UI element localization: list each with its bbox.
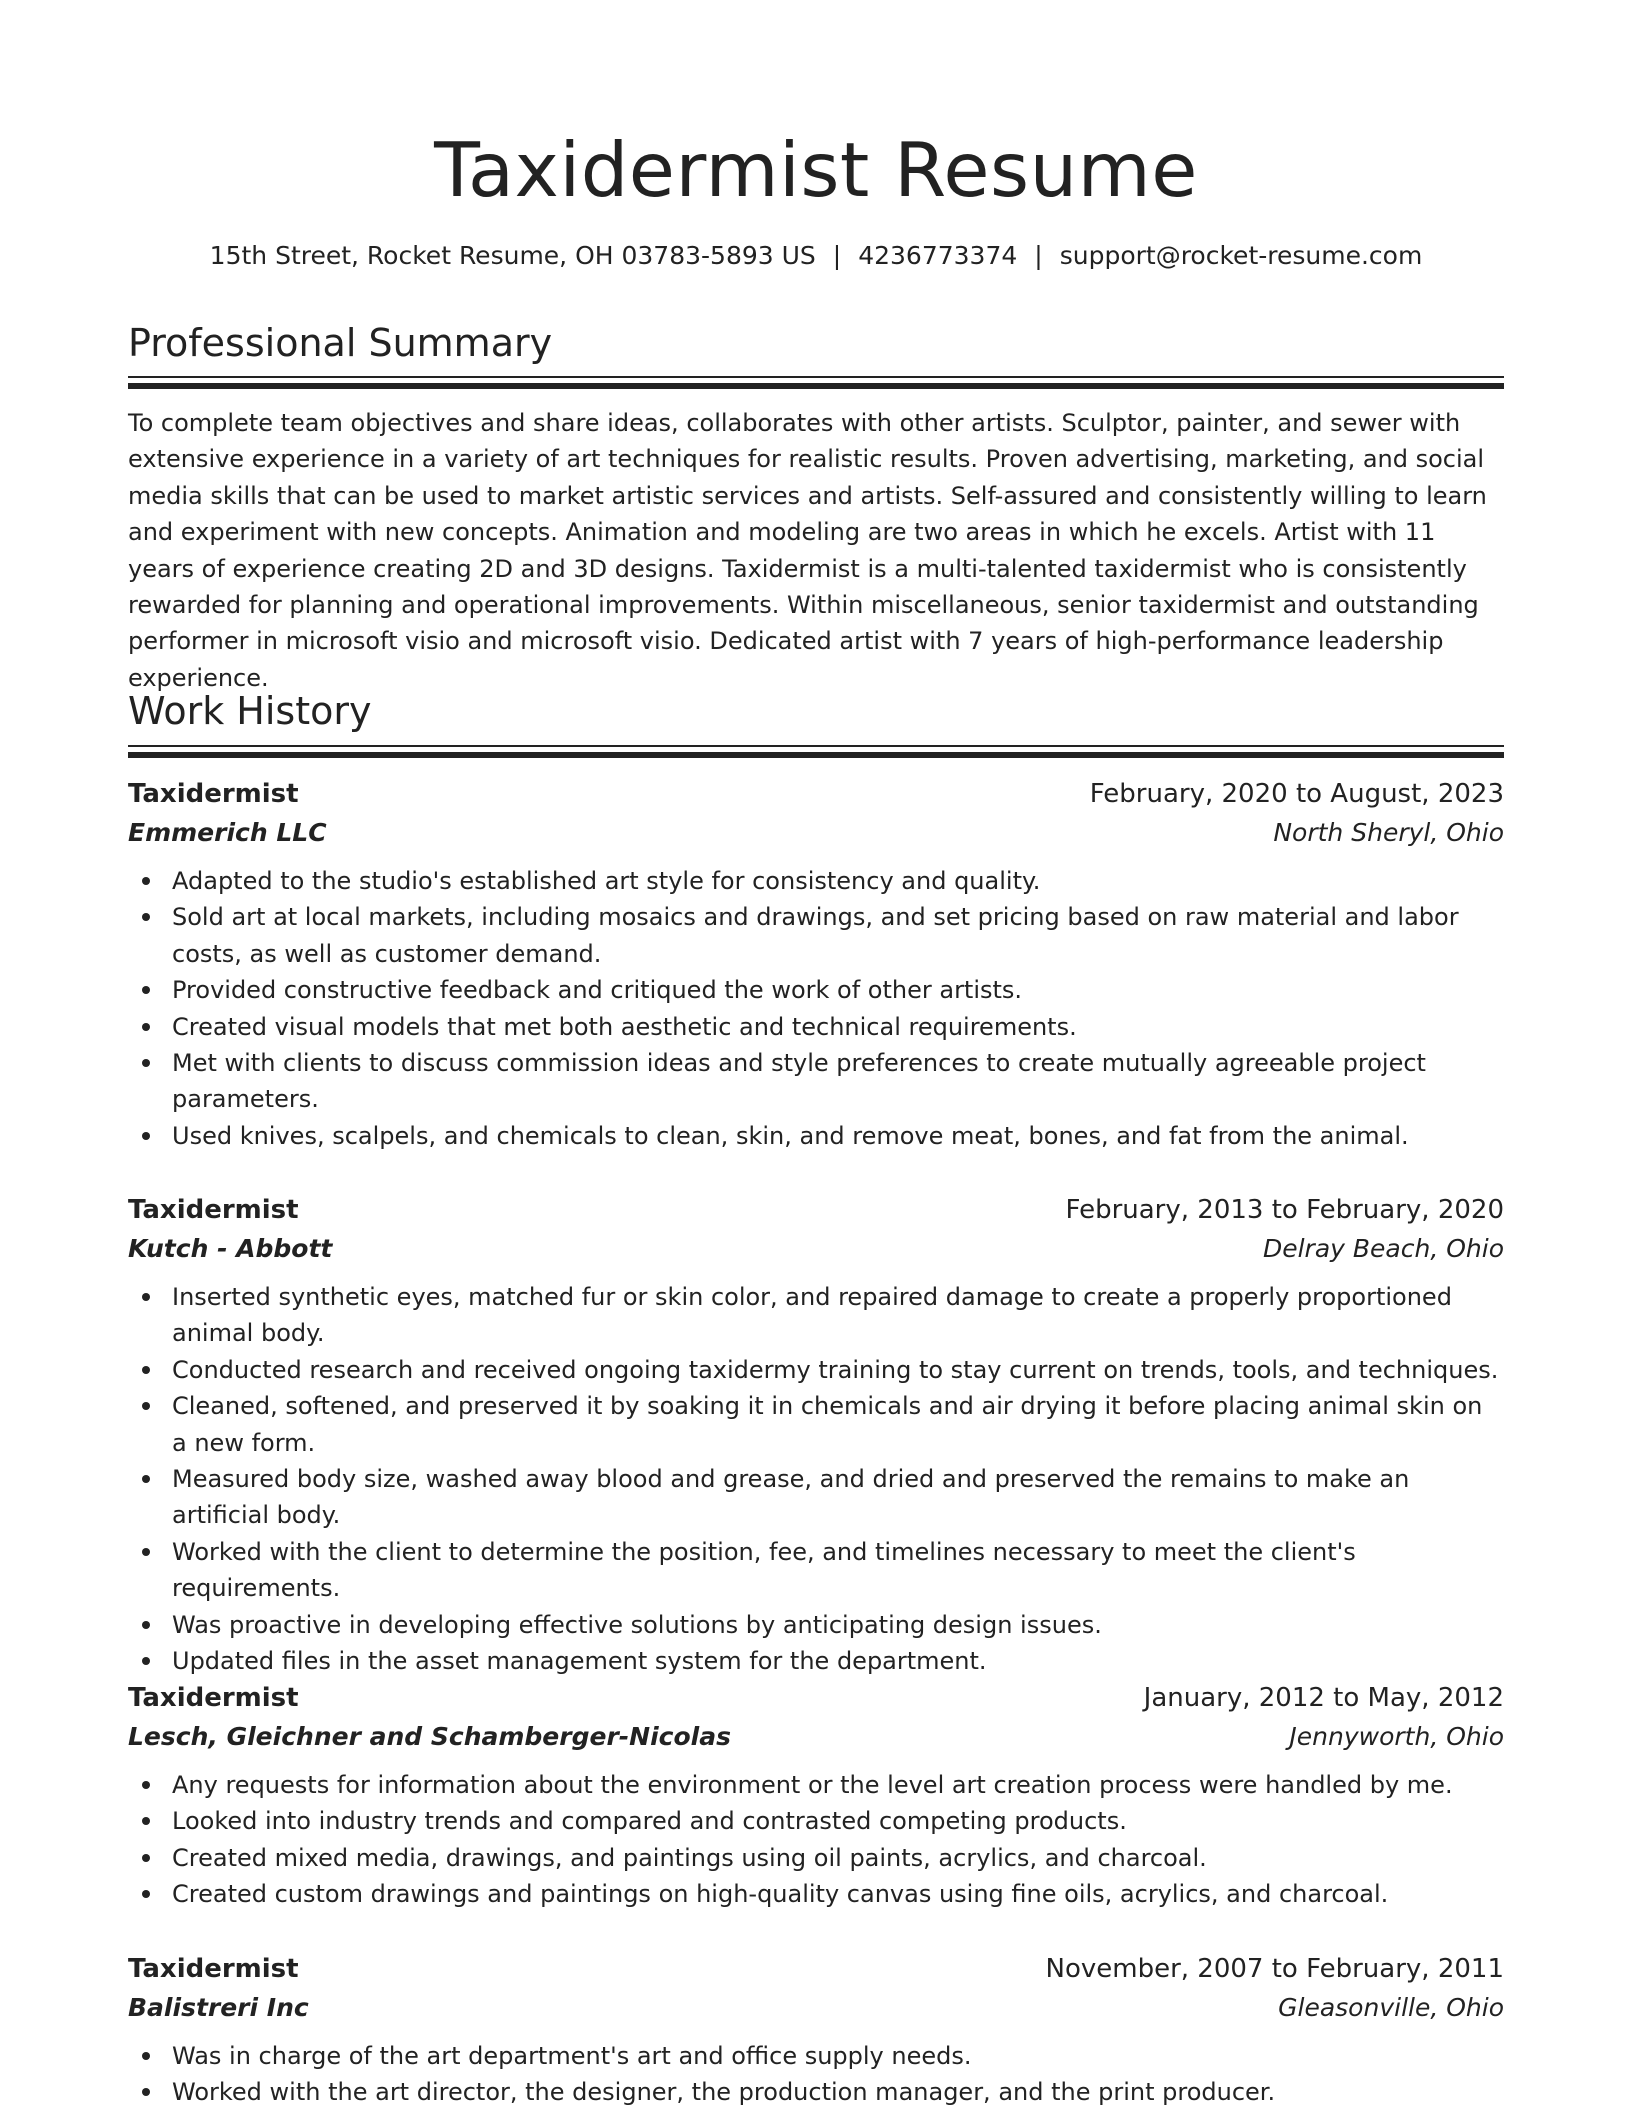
job-bullet: Adapted to the studio's established art style for consistency and quality. (128, 863, 1504, 899)
job-dates: February, 2013 to February, 2020 (1065, 1195, 1504, 1225)
job-bullets (128, 1279, 1504, 1679)
job-bullet: Cleaned, softened, and preserved it by soaking it in chemicals and air drying it before placing animal skin on a new form. (128, 1388, 1504, 1461)
job-bullets (128, 2038, 1504, 2111)
job-dates: February, 2020 to August, 2023 (1089, 779, 1504, 809)
job-bullets (128, 863, 1504, 1154)
job-title: Taxidermist (128, 1195, 299, 1225)
job-bullet: Inserted synthetic eyes, matched fur or skin color, and repaired damage to create a properly proportioned animal body. (128, 1279, 1504, 1352)
job-title: Taxidermist (128, 779, 299, 809)
job-company: Lesch, Gleichner and Schamberger-Nicolas (128, 1722, 731, 1751)
address-text: 15th Street, Rocket Resume, OH 03783-5893 US (209, 241, 816, 270)
job-bullet: Looked into industry trends and compared and contrasted competing products. (128, 1803, 1504, 1839)
job-bullet: Met with clients to discuss commission ideas and style preferences to create mutually agreeable project parameters. (128, 1045, 1504, 1118)
email-text: support@rocket-resume.com (1059, 241, 1423, 270)
job-entry (128, 775, 1504, 1154)
job-bullet: Measured body size, washed away blood and grease, and dried and preserved the remains to make an artificial body. (128, 1461, 1504, 1534)
job-dates: January, 2012 to May, 2012 (1143, 1683, 1504, 1713)
job-location: Jennyworth, Ohio (1289, 1722, 1504, 1751)
job-bullet: Any requests for information about the environment or the level art creation process were handled by me. (128, 1767, 1504, 1803)
job-location: North Sheryl, Ohio (1273, 818, 1504, 847)
summary-text: To complete team objectives and share ideas, collaborates with other artists. Sculptor, painter, and sewer with extensive experience in a variety of art techniques for realistic results. Proven advertising, marketing, and social media skills that can be used to market artistic services and artists. Self-assured and consistently willing to learn and experiment with new concepts. Animation and modeling are two areas in which he excels. Artist with 11 years of experience creating 2D and 3D designs. Taxidermist is a multi-talented taxidermist who is consistently rewarded for planning and operational improvements. Within miscellaneous, senior taxidermist and outstanding performer in microsoft visio and microsoft visio. Dedicated artist with 7 years of high-performance leadership experience. (128, 409, 1487, 692)
job-bullet: Was in charge of the art department's art and office supply needs. (128, 2038, 1504, 2074)
job-bullets (128, 1767, 1504, 1913)
job-bullet: Sold art at local markets, including mosaics and drawings, and set pricing based on raw material and labor costs, as well as customer demand. (128, 899, 1504, 972)
work-section-title: Work History (128, 689, 372, 733)
job-bullet: Created visual models that met both aesthetic and technical requirements. (128, 1009, 1504, 1045)
job-title: Taxidermist (128, 1954, 299, 1984)
job-company: Kutch - Abbott (128, 1234, 333, 1263)
job-location: Gleasonville, Ohio (1278, 1993, 1504, 2022)
job-bullet: Conducted research and received ongoing taxidermy training to stay current on trends, tools, and techniques. (128, 1352, 1504, 1388)
job-company: Emmerich LLC (128, 818, 327, 847)
job-entry (128, 1191, 1504, 1679)
job-bullet: Used knives, scalpels, and chemicals to clean, skin, and remove meat, bones, and fat from the animal. (128, 1118, 1504, 1154)
summary-divider (128, 376, 1504, 389)
job-dates: November, 2007 to February, 2011 (1045, 1954, 1504, 1984)
contact-separator: | (1034, 241, 1043, 270)
job-bullet: Created custom drawings and paintings on high-quality canvas using fine oils, acrylics, and charcoal. (128, 1876, 1504, 1912)
job-company: Balistreri Inc (128, 1993, 309, 2022)
job-entry (128, 1679, 1504, 1913)
job-bullet: Updated files in the asset management system for the department. (128, 1643, 1504, 1679)
page-title: Taxidermist Resume (434, 126, 1198, 214)
job-bullet: Worked with the art director, the designer, the production manager, and the print producer. (128, 2074, 1504, 2110)
contact-separator: | (832, 241, 842, 270)
phone-text: 4236773374 (858, 241, 1018, 270)
job-bullet: Worked with the client to determine the position, fee, and timelines necessary to meet the client's requirements. (128, 1534, 1504, 1607)
job-title: Taxidermist (128, 1683, 299, 1713)
job-entry (128, 1950, 1504, 2111)
contact-line (128, 237, 1504, 275)
job-bullet: Provided constructive feedback and critiqued the work of other artists. (128, 972, 1504, 1008)
job-bullet: Was proactive in developing effective solutions by anticipating design issues. (128, 1607, 1504, 1643)
summary-section-title: Professional Summary (128, 321, 553, 365)
work-divider (128, 745, 1504, 758)
job-bullet: Created mixed media, drawings, and paintings using oil paints, acrylics, and charcoal. (128, 1840, 1504, 1876)
job-location: Delray Beach, Ohio (1262, 1234, 1504, 1263)
